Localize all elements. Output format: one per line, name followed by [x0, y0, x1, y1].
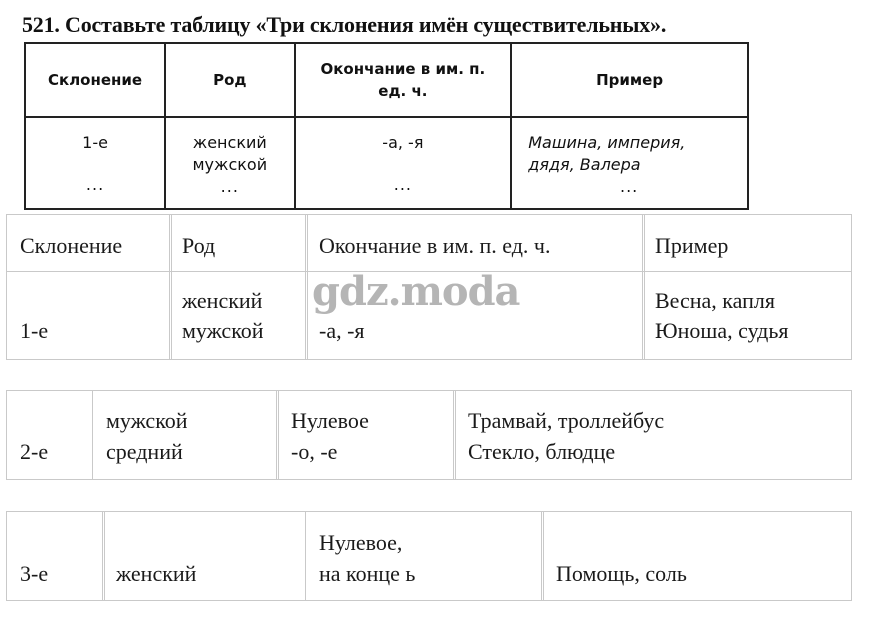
row2-gender-2: средний	[106, 439, 183, 464]
answer-header-gender: Род	[182, 233, 216, 258]
dots: ...	[85, 175, 105, 194]
row2-gender-1: мужской	[106, 408, 188, 433]
row1-ending: -а, -я	[319, 318, 365, 343]
textbook-row	[25, 117, 748, 209]
textbook-table	[24, 42, 749, 210]
dots: ...	[393, 175, 412, 194]
answer-header-declension: Склонение	[20, 233, 123, 258]
row2-declension: 2-е	[20, 439, 49, 464]
dots: ...	[619, 177, 639, 196]
cell-gender: женский мужской ...	[165, 117, 294, 209]
row1-gender-2: мужской	[182, 318, 264, 343]
row2-ending-2: -о, -е	[291, 439, 338, 464]
header-gender: Род	[165, 43, 294, 117]
answer-header-example: Пример	[655, 233, 729, 258]
row1-declension: 1-е	[20, 318, 49, 343]
row2-example-1: Трамвай, троллейбус	[468, 408, 665, 433]
row2-ending-1: Нулевое	[291, 408, 369, 433]
row3-gender: женский	[116, 561, 197, 586]
row3-declension: 3-е	[20, 561, 49, 586]
watermark: gdz.moda	[312, 268, 520, 315]
row1-gender-1: женский	[182, 288, 263, 313]
row3-example: Помощь, соль	[556, 561, 687, 586]
cell-example: Машина, империя, дядя, Валера ...	[511, 117, 748, 209]
header-declension: Склонение	[25, 43, 165, 117]
cell-ending: -а, -я ...	[295, 117, 512, 209]
header-example: Пример	[511, 43, 748, 117]
answer-header-ending: Окончание в им. п. ед. ч.	[319, 233, 551, 258]
row1-example-1: Весна, капля	[655, 288, 775, 313]
task-title: 521. Составьте таблицу «Три склонения имён существительных».	[22, 12, 667, 37]
row1-example-2: Юноша, судья	[655, 318, 789, 343]
textbook-header-row	[25, 43, 748, 117]
cell-declension: 1-е ...	[25, 117, 165, 209]
row3-ending-2: на конце ь	[319, 561, 416, 586]
row2-example-2: Стекло, блюдце	[468, 439, 616, 464]
header-ending: Окончание в им. п. ед. ч.	[295, 43, 512, 117]
dots: ...	[220, 177, 239, 196]
row3-ending-1: Нулевое,	[319, 530, 403, 555]
